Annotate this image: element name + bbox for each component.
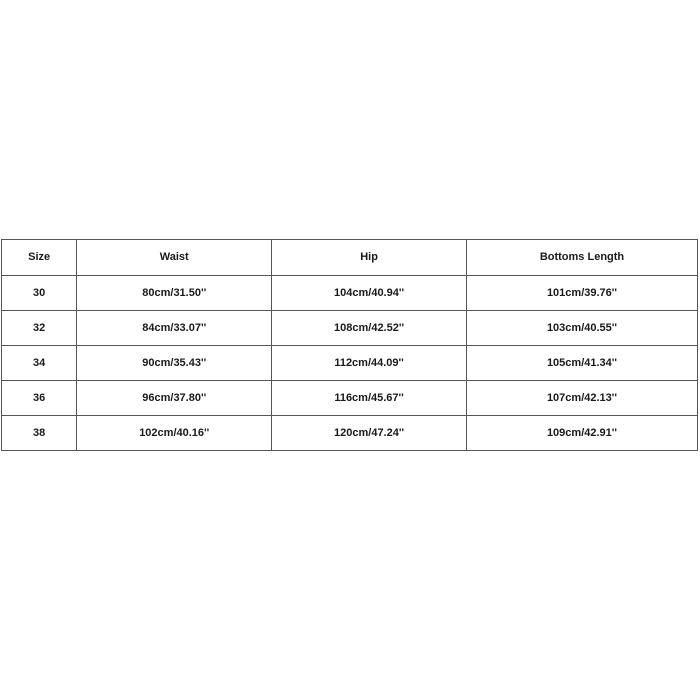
cell-size: 38: [2, 416, 77, 451]
cell-waist: 80cm/31.50'': [77, 276, 272, 311]
cell-waist: 84cm/33.07'': [77, 311, 272, 346]
cell-hip: 116cm/45.67'': [272, 381, 467, 416]
table-row: [2, 346, 698, 381]
cell-waist: 96cm/37.80'': [77, 381, 272, 416]
header-bottoms-length: Bottoms Length: [466, 240, 697, 276]
cell-waist: 90cm/35.43'': [77, 346, 272, 381]
table-header-row: [2, 240, 698, 276]
cell-hip: 104cm/40.94'': [272, 276, 467, 311]
cell-bottoms-length: 103cm/40.55'': [466, 311, 697, 346]
cell-size: 30: [2, 276, 77, 311]
cell-bottoms-length: 107cm/42.13'': [466, 381, 697, 416]
cell-bottoms-length: 101cm/39.76'': [466, 276, 697, 311]
cell-waist: 102cm/40.16'': [77, 416, 272, 451]
table-row: [2, 416, 698, 451]
cell-bottoms-length: 109cm/42.91'': [466, 416, 697, 451]
cell-hip: 120cm/47.24'': [272, 416, 467, 451]
cell-hip: 108cm/42.52'': [272, 311, 467, 346]
cell-hip: 112cm/44.09'': [272, 346, 467, 381]
cell-size: 32: [2, 311, 77, 346]
header-hip: Hip: [272, 240, 467, 276]
cell-bottoms-length: 105cm/41.34'': [466, 346, 697, 381]
header-waist: Waist: [77, 240, 272, 276]
table-row: [2, 276, 698, 311]
size-chart-table: [1, 239, 698, 451]
table-row: [2, 381, 698, 416]
table-row: [2, 311, 698, 346]
cell-size: 36: [2, 381, 77, 416]
header-size: Size: [2, 240, 77, 276]
cell-size: 34: [2, 346, 77, 381]
